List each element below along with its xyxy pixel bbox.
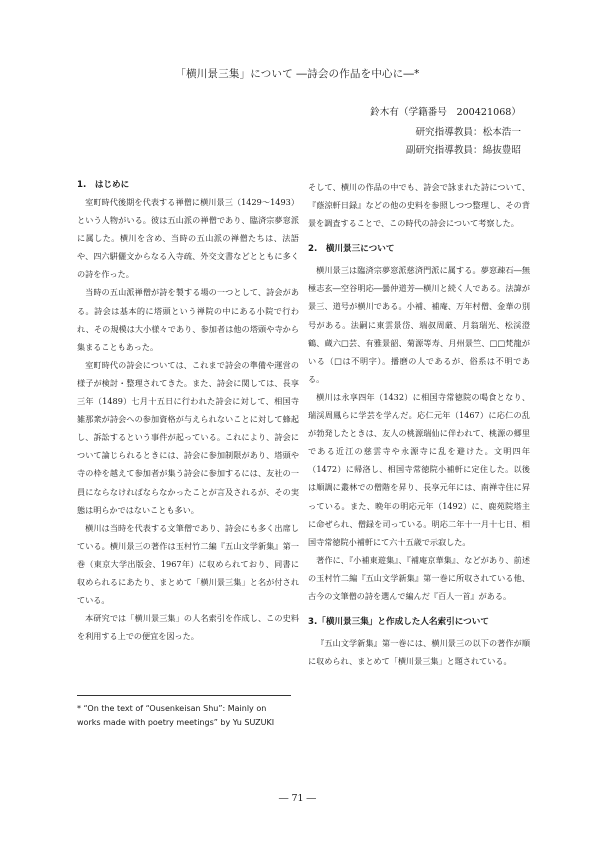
body-paragraph: 横川は当時を代表する文筆僧であり、詩会にも多く出席している。横川景三の著作は玉村竹二編『五山文学新集』第一巻（東京大学出版会、1967年）に収められており、同書に収められるにあたり、まとめて「横川景三集」と名が付されている。 [77,522,299,606]
right-column [308,178,530,670]
author-name: 鈴木有（学籍番号 200421068） [370,107,521,118]
section-heading: 1. はじめに [77,180,130,190]
section-heading: 2. 横川景三について [308,244,395,255]
paper-title: 「横川景三集」について ―詩会の作品を中心に―* [175,68,420,80]
body-paragraph: 本研究では「横川景三集」の人名索引を作成し、この史料を利用する上での便宜を図った。 [77,613,299,642]
page-number: ― 71 ― [278,793,317,804]
body-paragraph: 横川は永享四年（1432）に相国寺常徳院の喝食となり、瑞渓周鳳らに学芸を学んだ。応仁元年（1467）に応仁の乱が勃発したときは、友人の桃源瑞仙に伴われて、桃源の郷里である近江の慈雲寺や永源寺に乱を避けた。文明四年（1472）に帰洛し、相国寺常徳院小補軒に定住した。以後は順調に叢林での僧階を昇り、長享元年には、南禅寺住に昇っている。また、晩年の明応元年（1492）に、鹿苑院塔主に命ぜられ、僧録を司っている。明応二年十一月十七日、相国寺常徳院小補軒にて六十五歳で示寂した。 [308,391,530,547]
body-paragraph: 当時の五山派禅僧が詩を製する場の一つとして、詩会がある。詩会は基本的に塔頭という禅院の中にある小院で行われ、その規模は大小様々であり、参加者は他の塔頭や寺から集まることもあった。 [77,287,299,352]
body-paragraph: そして、横川の作品の中でも、詩会で詠まれた詩について、『蔭涼軒日録』などの他の史料を参照しつつ整理し、その背景を調査することで、この時代の詩会について考察した。 [308,182,530,229]
body-paragraph: 横川景三は臨済宗夢窓派慈済門派に属する。夢窓疎石―無極志玄―空谷明応―曇仲道芳―横川と続く人である。法諱が景三、道号が横川である。小補、補庵、万年村僧、金華の別号がある。法嗣に東雲景岱、端叔周厳、月翁瑞光、松渓澄鶴、蔵六□芸、有雅景韶、菊源等寿、月州景竺、□□梵龍がいる（□は不明字）。播磨の人であるが、俗系は不明である。 [308,265,530,384]
sub-supervisor: 副研究指導教員：綿抜豊昭 [405,145,521,156]
section-heading: 3.「横川景三集」と作成した人名索引について [308,617,489,628]
body-paragraph: 室町時代後期を代表する禅僧に横川景三（1429～1493）という人物がいる。彼は五山派の禅僧であり、臨済宗夢窓派に属した。横川を含め、当時の五山派の禅僧たちは、法語や、四六騈儷文からなる入寺疏、外交文書などとともに多くの詩を作った。 [77,197,299,280]
body-paragraph: 室町時代の詩会については、これまで詩会の準備や運営の様子が検討・整理されてきた。また、詩会に関しては、長享三年（1489）七月十五日に行われた詩会に対して、相国寺雑那衆が詩会への参加資格が与えられないことに対して蜂起し、訴訟するという事件が起っている。これにより、詩会について論じられるときには、詩会に参加制限があり、塔頭や寺の枠を越えて参加者が集う詩会に参加するには、友社の一員にならなければならなかったことが言及されるが、その実態は明らかではないことも多い。 [77,359,299,515]
footnote: * “On the text of “Ousenkeisan Shu”: Mainly on works made with poetry meetings” by Yu SUZUKI [77,695,291,730]
left-column [77,178,299,645]
supervisor: 研究指導教員：松本浩一 [415,127,521,138]
body-paragraph: 『五山文学新集』第一巻には、横川景三の以下の著作が順に収められ、まとめて「横川景三集」と題されている。 [308,638,530,667]
body-paragraph: 著作に、『小補東遊集』、『補庵京華集』、などがあり、前述の玉村竹二編『五山文学新集』第一巻に所収されている他、古今の文筆僧の詩を選んで編んだ『百人一首』がある。 [308,554,530,601]
